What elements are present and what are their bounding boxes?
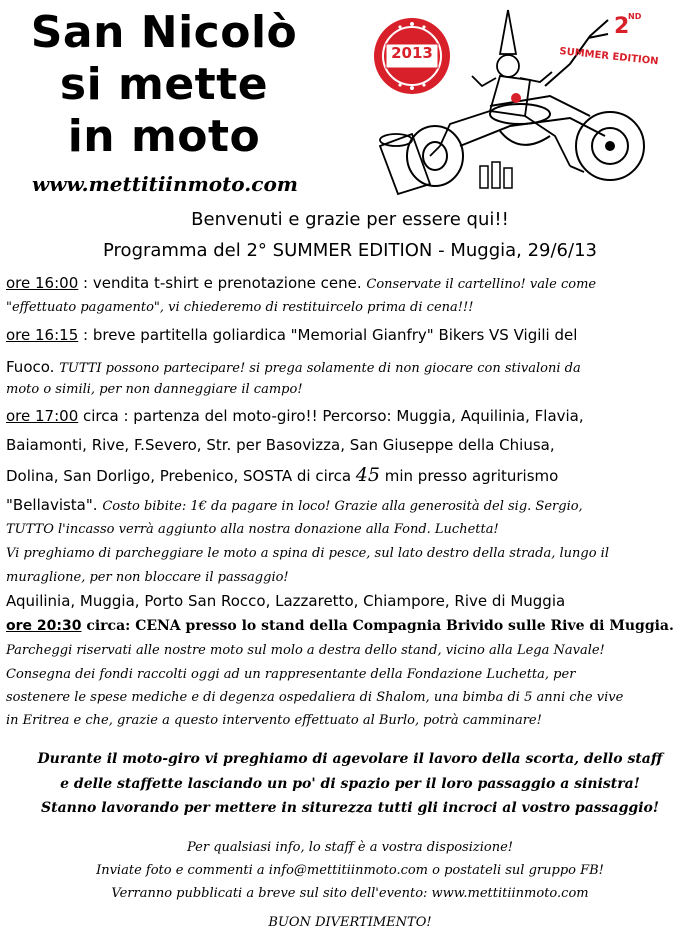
footer-website: Verranno pubblicati a breve sul sito dell'evento: www.mettitiinmoto.com	[111, 886, 589, 901]
schedule-1700-time: ore 17:00	[6, 407, 79, 425]
event-title-line-1: San Nicolò	[30, 7, 298, 58]
schedule-1615-time: ore 16:15	[6, 326, 79, 344]
schedule-1700-line-7: muraglione, per non bloccare il passaggio!	[6, 570, 289, 585]
schedule-1700-line-2: Baiamonti, Rive, F.Severo, Str. per Basovizza, San Giuseppe della Chiusa,	[6, 436, 555, 454]
program-title: Programma del 2° SUMMER EDITION - Muggia, 29/6/13	[103, 240, 597, 261]
schedule-1700-line-4: "Bellavista". Costo bibite: 1€ da pagare in loco! Grazie alla generosità del sig. Sergio,	[6, 496, 583, 514]
footer-info: Per qualsiasi info, lo staff è a vostra disposizione!	[186, 840, 513, 855]
schedule-1600-line-2: "effettuato pagamento", vi chiederemo di restituircelo prima di cena!!!	[6, 300, 474, 315]
schedule-1615-line-2: Fuoco. TUTTI possono partecipare! si prega solamente di non giocare con stivaloni da	[6, 358, 581, 376]
schedule-2030-line-4: sostenere le spese mediche e di degenza ospedaliera di Shalom, una bimba di 5 anni che vive	[6, 690, 624, 705]
schedule-1700-line-3: Dolina, San Dorligo, Prebenico, SOSTA di circa 45 min presso agriturismo	[6, 464, 559, 486]
schedule-2030-time: ore 20:30	[6, 618, 82, 634]
schedule-2030-line-2: Parcheggi riservati alle nostre moto sul molo a destra dello stand, vicino alla Lega Navale!	[6, 643, 605, 658]
schedule-2030-line-3: Consegna dei fondi raccolti oggi ad un rappresentante della Fondazione Luchetta, per	[6, 667, 576, 682]
sosta-minutes: 45	[355, 464, 380, 486]
schedule-1615-line-3: moto o simili, per non danneggiare il campo!	[6, 382, 303, 397]
welcome-message: Benvenuti e grazie per essere qui!!	[191, 209, 509, 230]
barrel-drawing	[380, 134, 430, 194]
notice-line-3: Stanno lavorando per mettere in siturezza tutti gli incroci al vostro passaggio!	[41, 800, 659, 816]
schedule-2030-line-1: ore 20:30 circa: CENA presso lo stand della Compagnia Brivido sulle Rive di Muggia.	[6, 618, 674, 634]
schedule-1700-line-1: ore 17:00 circa : partenza del moto-giro!! Percorso: Muggia, Aquilinia, Flavia,	[6, 407, 584, 425]
footer-photos: Inviate foto e commenti a info@mettitiinmoto.com o postateli sul gruppo FB!	[96, 863, 604, 878]
edition-superscript: ND	[628, 12, 642, 21]
schedule-1600-line-1: ore 16:00 : vendita t-shirt e prenotazione cene. Conservate il cartellino! vale come	[6, 274, 597, 292]
event-title-line-3: in moto	[67, 111, 261, 162]
notice-line-1: Durante il moto-giro vi preghiamo di agevolare il lavoro della scorta, dello staff	[37, 751, 663, 767]
bottles-drawing	[480, 162, 512, 188]
badge-year: 2013	[391, 44, 433, 62]
schedule-1600-time: ore 16:00	[6, 274, 79, 292]
return-route: Aquilinia, Muggia, Porto San Rocco, Lazzaretto, Chiampore, Rive di Muggia	[6, 592, 566, 610]
schedule-1700-line-6: Vi preghiamo di parcheggiare le moto a spina di pesce, sul lato destro della strada, lungo il	[6, 546, 609, 561]
edition-number: 2	[614, 14, 630, 39]
schedule-1615-line-1: ore 16:15 : breve partitella goliardica "Memorial Gianfry" Bikers VS Vigili del	[6, 326, 578, 344]
schedule-2030-line-5: in Eritrea e che, grazie a questo intervento effettuato al Burlo, potrà camminare!	[6, 713, 542, 728]
event-title-line-2: si mette	[59, 59, 269, 110]
edition-label: SUMMER EDITION	[558, 46, 659, 68]
schedule-1700-line-5: TUTTO l'incasso verrà aggiunto alla nostra donazione alla Fond. Luchetta!	[6, 522, 499, 537]
closing-message: BUON DIVERTIMENTO!	[268, 915, 432, 930]
rider-drawing	[430, 10, 584, 172]
website-url: www.mettitiinmoto.com	[32, 172, 298, 196]
notice-line-2: e delle staffette lasciando un po' di spazio per il loro passaggio a sinistra!	[60, 776, 640, 792]
